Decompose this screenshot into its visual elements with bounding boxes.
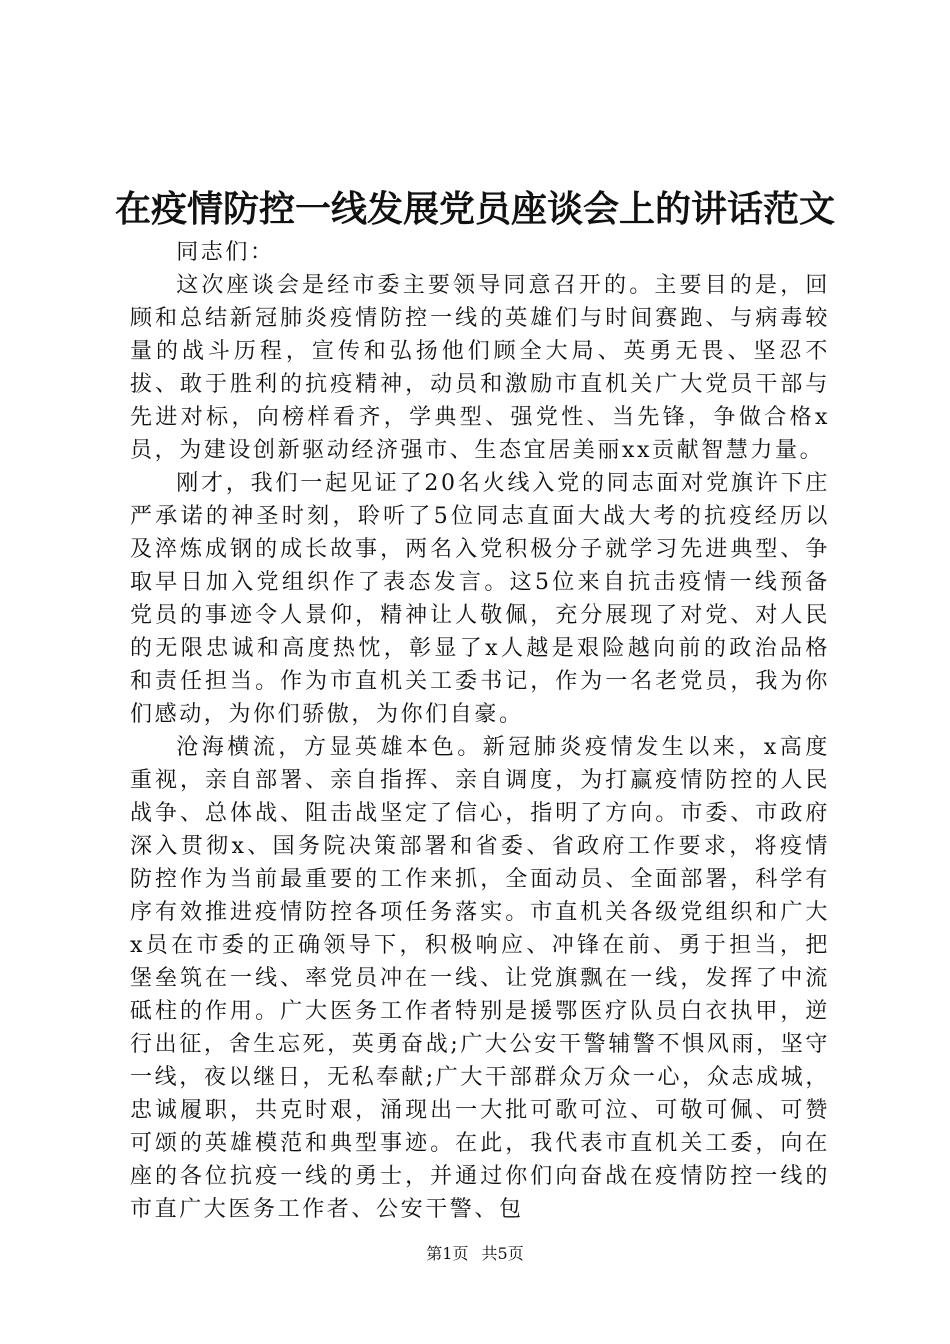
page-footer — [0, 1243, 950, 1265]
greeting-line: 同志们： — [176, 240, 275, 265]
paragraph-3: 沧海横流，方显英雄本色。新冠肺炎疫情发生以来，x高度重视，亲自部署、亲自指挥、亲自调度，为打赢疫情防控的人民战争、总体战、阻击战坚定了信心，指明了方向。市委、市政府深入贯彻x、国务院决策部署和省委、省政府工作要求，将疫情防控作为当前最重要的工作来抓，全面动员、全面部署，科学有序有效推进疫情防控各项任务落实。市直机关各级党组织和广大x员在市委的正确领导下，积极响应、冲锋在前、勇于担当，把堡垒筑在一线、率党员冲在一线、让党旗飘在一线，发挥了中流砥柱的作用。广大医务工作者特别是援鄂医疗队员白衣执甲，逆行出征，舍生忘死，英勇奋战;广大公安干警辅警不惧风雨，坚守一线，夜以继日，无私奉献;广大干部群众万众一心，众志成城，忠诚履职，共克时艰，涌现出一大批可歌可泣、可敬可佩、可赞可颂的英雄模范和典型事迹。在此，我代表市直机关工委，向在座的各位抗疫一线的勇士，并通过你们向奋战在疫情防控一线的市直广大医务工作者、公安干警、包 — [130, 735, 830, 1222]
paragraph-1: 这次座谈会是经市委主要领导同意召开的。主要目的是，回顾和总结新冠肺炎疫情防控一线的英雄们与时间赛跑、与病毒较量的战斗历程，宣传和弘扬他们顾全大局、英勇无畏、坚忍不拔、敢于胜利的抗疫精神，动员和激励市直机关广大党员干部与先进对标，向榜样看齐，学典型、强党性、当先锋，争做合格x员，为建设创新驱动经济强市、生态宜居美丽xx贡献智慧力量。 — [130, 273, 830, 463]
paragraph-2: 刚才，我们一起见证了20名火线入党的同志面对党旗许下庄严承诺的神圣时刻，聆听了5位同志直面大战大考的抗疫经历以及淬炼成钢的成长故事，两名入党积极分子就学习先进典型、争取早日加入党组织作了表态发言。这5位来自抗击疫情一线预备党员的事迹令人景仰，精神让人敬佩，充分展现了对党、对人民的无限忠诚和高度热忱，彰显了x人越是艰险越向前的政治品格和责任担当。作为市直机关工委书记，作为一名老党员，我为你们感动，为你们骄傲，为你们自豪。 — [130, 471, 830, 727]
page-number: 第1页 — [426, 1244, 469, 1263]
document-body — [130, 236, 830, 1226]
page-total: 共5页 — [481, 1244, 524, 1263]
document-title: 在疫情防控一线发展党员座谈会上的讲话范文 — [114, 188, 835, 230]
